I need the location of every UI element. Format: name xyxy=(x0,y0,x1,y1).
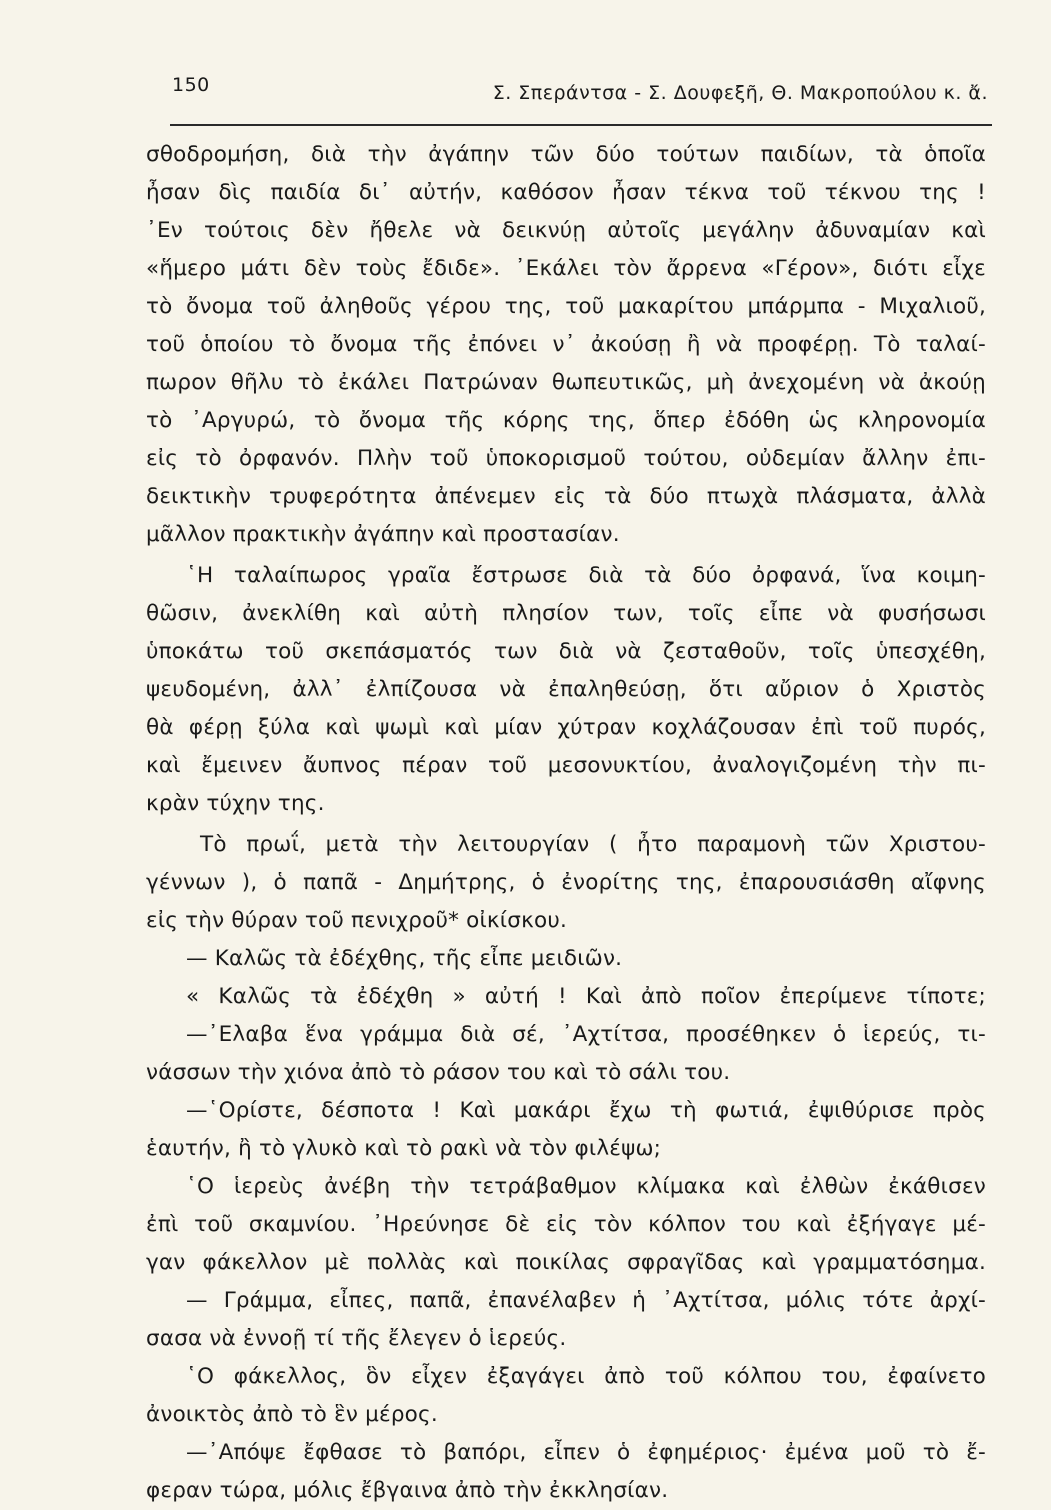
text-line: κρὰν τύχην της. xyxy=(146,791,325,816)
text-line: φεραν τώρα, μόλις ἔβγαινα ἀπὸ τὴν ἐκκλησίαν. xyxy=(146,1478,669,1503)
text-line: θὰ φέρῃ ξύλα καὶ ψωμὶ καὶ μίαν χύτραν κοχλάζουσαν ἐπὶ τοῦ πυρός, xyxy=(146,715,986,740)
text-line: Τὸ πρωΐ, μετὰ τὴν λειτουργίαν ( ἦτο παραμονὴ τῶν Χριστου- xyxy=(200,832,986,857)
text-line: δεικτικὴν τρυφερότητα ἀπένεμεν εἰς τὰ δύο πτωχὰ πλάσματα, ἀλλὰ xyxy=(146,484,986,509)
text-line: νάσσων τὴν χιόνα ἀπὸ τὸ ράσον του καὶ τὸ σάλι του. xyxy=(146,1060,731,1085)
text-line: —᾽Ελαβα ἕνα γράμμα διὰ σέ, ᾽Αχτίτσα, προσέθηκεν ὁ ἱερεύς, τι- xyxy=(186,1022,986,1047)
text-line: —᾽Απόψε ἔφθασε τὸ βαπόρι, εἶπεν ὁ ἐφημέριος· ἐμένα μοῦ τὸ ἔ- xyxy=(186,1440,986,1465)
text-line: ῾Ο φάκελλος, ὃν εἶχεν ἐξαγάγει ἀπὸ τοῦ κόλπου του, ἐφαίνετο xyxy=(186,1364,986,1389)
text-line: ὑποκάτω τοῦ σκεπάσματός των διὰ νὰ ζεσταθοῦν, τοῖς ὑπεσχέθη, xyxy=(146,639,986,664)
text-line: μᾶλλον πρακτικὴν ἀγάπην καὶ προστασίαν. xyxy=(146,522,620,547)
text-line: τοῦ ὁποίου τὸ ὄνομα τῆς ἐπόνει ν᾽ ἀκούσῃ ἢ νὰ προφέρῃ. Τὸ ταλαί- xyxy=(146,332,986,357)
text-line: τὸ ὄνομα τοῦ ἀληθοῦς γέρου της, τοῦ μακαρίτου μπάρμπα - Μιχαλιοῦ, xyxy=(146,294,986,319)
text-line: ἀνοικτὸς ἀπὸ τὸ ἓν μέρος. xyxy=(146,1402,438,1427)
text-line: εἰς τὴν θύραν τοῦ πενιχροῦ* οἰκίσκου. xyxy=(146,908,567,933)
text-line: τὸ ᾽Αργυρώ, τὸ ὄνομα τῆς κόρης της, ὅπερ ἐδόθη ὡς κληρονομία xyxy=(146,408,986,433)
running-head xyxy=(172,74,988,102)
text-line: ἐπὶ τοῦ σκαμνίου. ᾽Ηρεύνησε δὲ εἰς τὸν κόλπον του καὶ ἐξήγαγε μέ- xyxy=(146,1212,986,1237)
header-rule xyxy=(170,124,992,126)
text-line: —῾Ορίστε, δέσποτα ! Καὶ μακάρι ἔχω τὴ φωτιά, ἐψιθύρισε πρὸς xyxy=(186,1098,986,1123)
text-line: ᾽Εν τούτοις δὲν ἤθελε νὰ δεικνύῃ αὐτοῖς μεγάλην ἀδυναμίαν καὶ xyxy=(146,218,986,243)
text-line: — Καλῶς τὰ ἐδέχθης, τῆς εἶπε μειδιῶν. xyxy=(186,946,623,971)
text-line: σασα νὰ ἐννοῇ τί τῆς ἔλεγεν ὁ ἱερεύς. xyxy=(146,1326,567,1351)
body-text xyxy=(146,136,986,1510)
text-line: θῶσιν, ἀνεκλίθη καὶ αὐτὴ πλησίον των, τοῖς εἶπε νὰ φυσήσωσι xyxy=(146,601,986,626)
text-line: καὶ ἔμεινεν ἄυπνος πέραν τοῦ μεσονυκτίου, ἀναλογιζομένη τὴν πι- xyxy=(146,753,986,778)
text-line: σθοδρομήση, διὰ τὴν ἀγάπην τῶν δύο τούτων παιδίων, τὰ ὁποῖα xyxy=(146,142,986,167)
page-number: 150 xyxy=(172,74,210,96)
text-line: — Γράμμα, εἶπες, παπᾶ, ἐπανέλαβεν ἡ ᾽Αχτίτσα, μόλις τότε ἀρχί- xyxy=(186,1288,986,1313)
text-line: ἑαυτήν, ἢ τὸ γλυκὸ καὶ τὸ ρακὶ νὰ τὸν φιλέψω; xyxy=(146,1136,662,1161)
text-line: εἰς τὸ ὀρφανόν. Πλὴν τοῦ ὑποκορισμοῦ τούτου, οὐδεμίαν ἄλλην ἐπι- xyxy=(146,446,986,471)
text-line: «ἥμερο μάτι δὲν τοὺς ἔδιδε». ᾽Εκάλει τὸν ἄρρενα «Γέρον», διότι εἶχε xyxy=(146,256,986,281)
text-line: ἦσαν δὶς παιδία δι᾽ αὐτήν, καθόσον ἦσαν τέκνα τοῦ τέκνου της ! xyxy=(146,180,986,205)
header-authors: Σ. Σπεράντσα - Σ. Δουφεξῆ, Θ. Μακροπούλου κ. ἄ. xyxy=(492,82,988,104)
text-line: ψευδομένη, ἀλλ᾽ ἐλπίζουσα νὰ ἐπαληθεύσῃ, ὅτι αὔριον ὁ Χριστὸς xyxy=(146,677,986,702)
text-line: « Καλῶς τὰ ἐδέχθη » αὐτή ! Καὶ ἀπὸ ποῖον ἐπερίμενε τίποτε; xyxy=(186,984,986,1009)
text-line: πωρον θῆλυ τὸ ἐκάλει Πατρώναν θωπευτικῶς, μὴ ἀνεχομένη νὰ ἀκούῃ xyxy=(146,370,986,395)
text-line: γαν φάκελλον μὲ πολλὰς καὶ ποικίλας σφραγῖδας καὶ γραμματόσημα. xyxy=(146,1250,986,1275)
text-line: ῾Η ταλαίπωρος γραῖα ἔστρωσε διὰ τὰ δύο ὀρφανά, ἵνα κοιμη- xyxy=(186,563,986,588)
text-line: γέννων ), ὁ παπᾶ - Δημήτρης, ὁ ἐνορίτης της, ἐπαρουσιάσθη αἴφνης xyxy=(146,870,986,895)
text-line: ῾Ο ἱερεὺς ἀνέβη τὴν τετράβαθμον κλίμακα καὶ ἐλθὼν ἐκάθισεν xyxy=(186,1174,986,1199)
